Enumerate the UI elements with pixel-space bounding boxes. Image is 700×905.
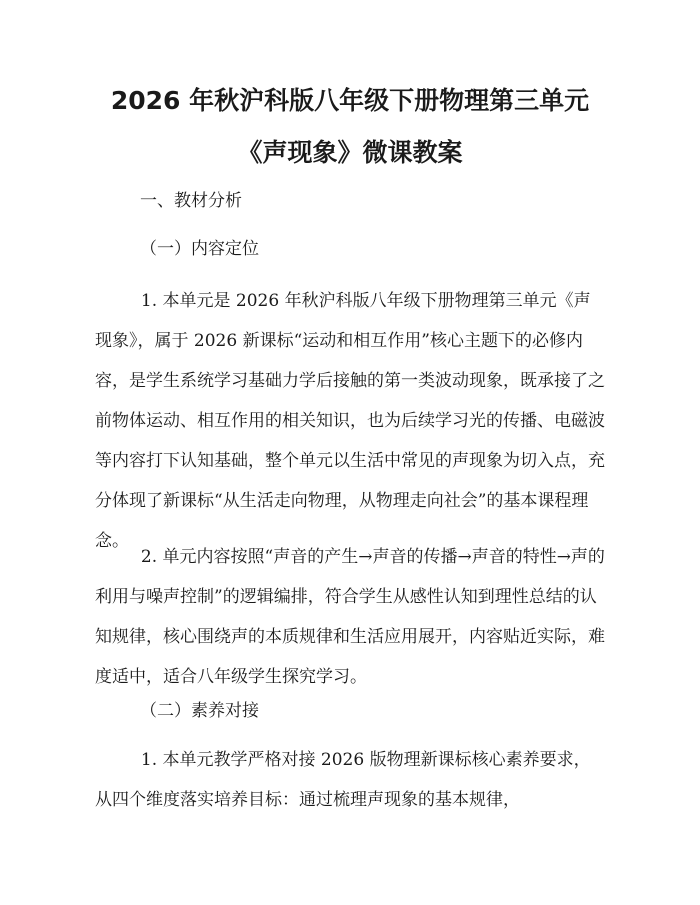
subsection-heading-content-positioning: （一）内容定位	[140, 239, 259, 259]
document-title-line-1: 2026 年秋沪科版八年级下册物理第三单元	[110, 86, 590, 115]
paragraph-unit-structure: 2. 单元内容按照“声音的产生→声音的传播→声音的特性→声的利用与噪声控制”的逻辑编排，符合学生从感性认知到理性总结的认知规律，核心围绕声的本质规律和生活应用展开，内容贴近实际，难度适中，适合八年级学生探究学习。	[95, 547, 605, 687]
paragraph-competency-goals: 1. 本单元教学严格对接 2026 版物理新课标核心素养要求，从四个维度落实培养目标：通过梳理声现象的基本规律，	[95, 750, 591, 810]
section-heading-textbook-analysis: 一、教材分析	[140, 191, 242, 211]
document-title-line-2: 《声现象》微课教案	[237, 138, 463, 167]
subsection-heading-competency-alignment: （二）素养对接	[140, 701, 259, 721]
paragraph-unit-overview: 1. 本单元是 2026 年秋沪科版八年级下册物理第三单元《声现象》，属于 2026 新课标“运动和相互作用”核心主题下的必修内容，是学生系统学习基础力学后接触的第一类波动现象，既承接了之前物体运动、相互作用的相关知识，也为后续学习光的传播、电磁波等内容打下认知基础，整个单元以生活中常见的声现象为切入点，充分体现了新课标“从生活走向物理，从物理走向社会”的基本课程理念。	[95, 291, 605, 551]
